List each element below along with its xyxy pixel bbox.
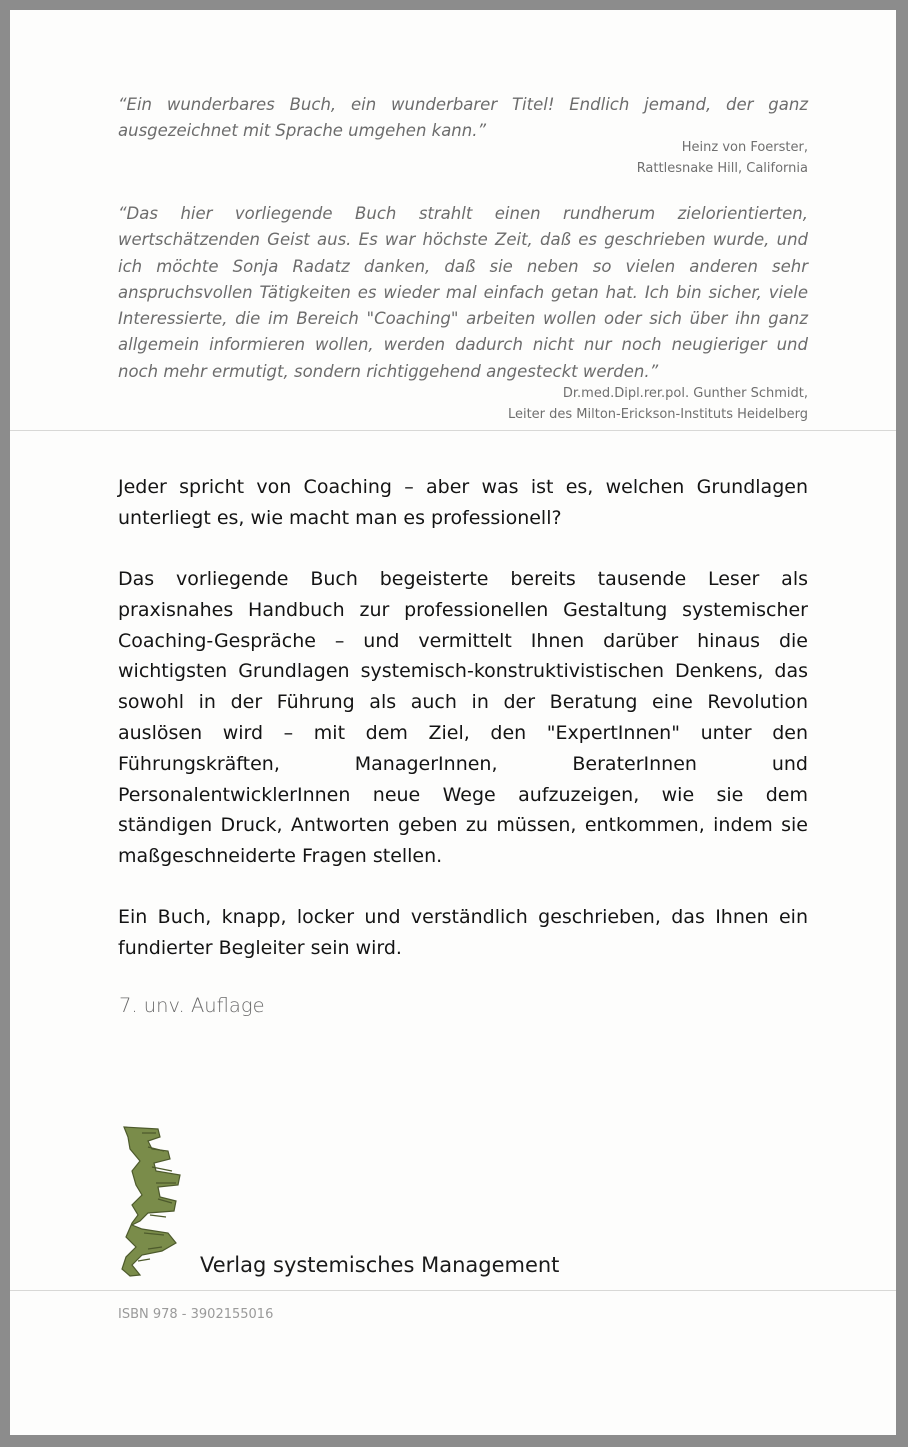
description-paragraph: Das vorliegende Buch begeisterte bereits tausende Leser als praxisnahes Handbuch zur professionellen Gestaltung systemischer Coaching-Gespräche – und vermittelt Ihnen darüber hinaus die wichtigsten Grundlagen systemisch-konstruktivistischen Denkens, das sowohl in der Führung als auch in der Beratung eine Revolution auslösen wird – mit dem Ziel, den "ExpertInnen" unter den Führungskräften, ManagerInnen, BeraterInnen und PersonalentwicklerInnen neue Wege aufzuzeigen, wie sie dem ständigen Druck, Antworten geben zu müssen, entkommen, indem sie maßgeschneiderte Fragen stellen. (118, 568, 808, 868)
attribution-place: Rattlesnake Hill, California (636, 161, 808, 176)
quote-foerster-attribution (408, 137, 808, 179)
spiral-staircase-logo (118, 1125, 188, 1277)
divider-bottom (10, 1290, 896, 1291)
attribution-place: Leiter des Milton-Erickson-Instituts Heidelberg (507, 407, 808, 422)
attribution-name: Heinz von Foerster, (681, 140, 808, 155)
publisher-name: Verlag systemisches Management (200, 1253, 560, 1277)
edition-note: 7. unv. Auflage (119, 994, 265, 1017)
headline: Jeder spricht von Coaching – aber was ist es, welchen Grundlagen unterliegt es, wie macht man es professionell? (118, 476, 808, 529)
divider-top (10, 430, 896, 431)
quote-schmidt: “Das hier vorliegende Buch strahlt einen rundherum zielorientierten, wertschätzenden Geist aus. Es war höchste Zeit, daß es geschrieben wurde, und ich möchte Sonja Radatz danken, daß sie neben so vielen anderen sehr anspruchsvollen Tätigkeiten es wieder mal einfach getan hat. Ich bin sicher, viele Interessierte, die im Bereich "Coaching" arbeiten wollen oder sich über ihn ganz allgemein informieren wollen, werden dadurch nicht nur noch neugieriger und noch mehr ermutigt, sondern richtiggehend angesteckt werden.” (118, 204, 808, 381)
quote-foerster: “Ein wunderbares Buch, ein wunderbarer Titel! Endlich jemand, der ganz ausgezeichnet mit Sprache umgehen kann.” (118, 95, 808, 141)
quote-schmidt-attribution (408, 383, 808, 425)
isbn-number: ISBN 978 - 3902155016 (118, 1307, 274, 1322)
book-back-cover (10, 10, 896, 1435)
closing-paragraph: Ein Buch, knapp, locker und verständlich geschrieben, das Ihnen ein fundierter Begleiter sein wird. (118, 906, 808, 959)
attribution-name: Dr.med.Dipl.rer.pol. Gunther Schmidt, (562, 386, 808, 401)
